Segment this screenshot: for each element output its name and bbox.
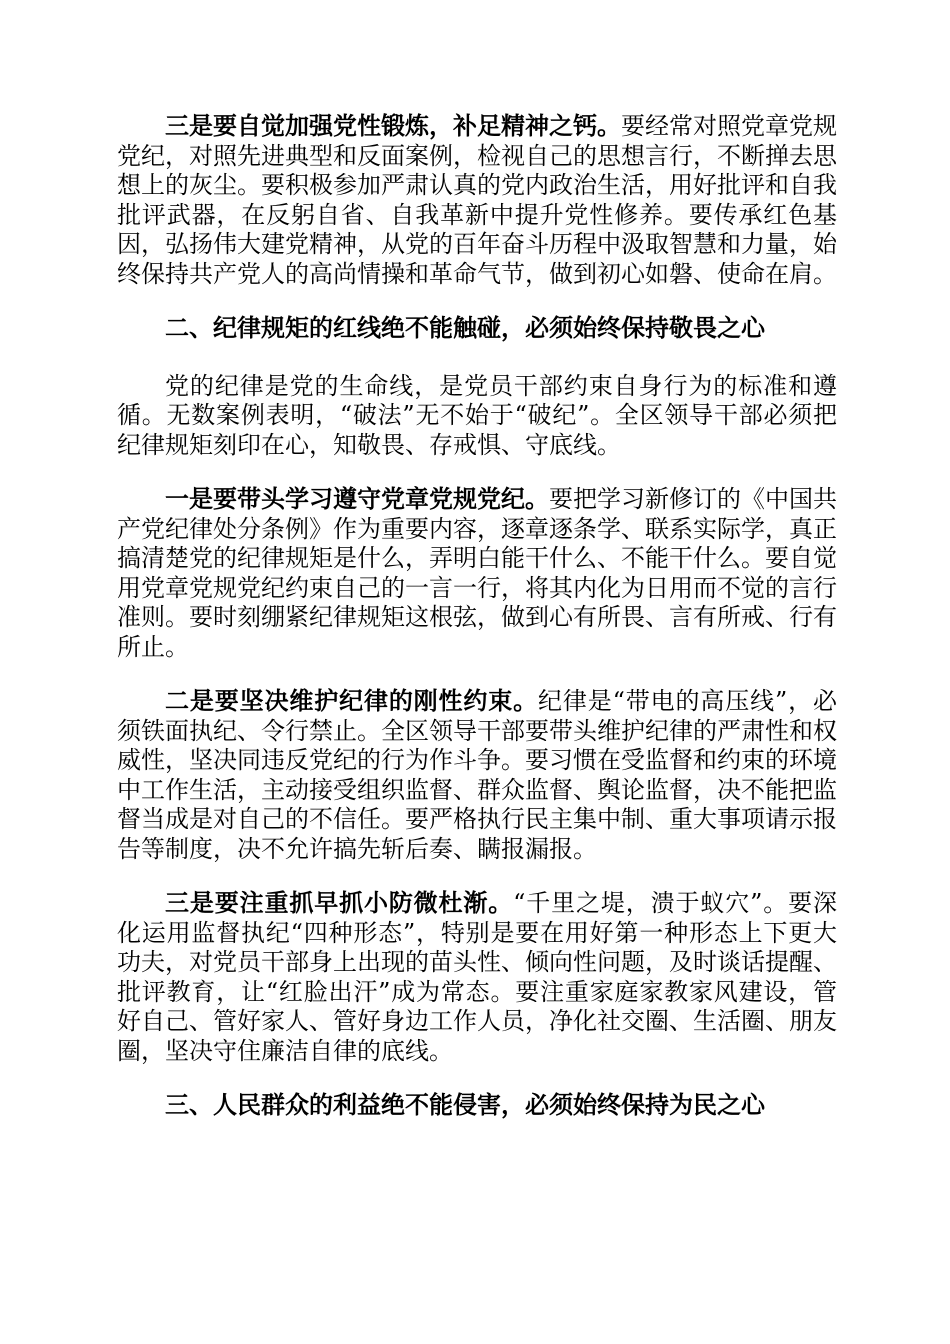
- paragraph-lead: 二是要坚决维护纪律的刚性约束。: [165, 687, 539, 715]
- paragraph-discipline-intro: [117, 372, 837, 461]
- paragraph-lead: 三是要注重抓早抓小防微杜渐。: [165, 889, 514, 917]
- section-heading-people: 三、人民群众的利益绝不能侵害，必须始终保持为民之心: [165, 1091, 765, 1119]
- paragraph-rigid-constraints: [117, 687, 837, 864]
- document-body: [117, 112, 837, 1149]
- paragraph-text: 纪律是“带电的高压线”，必须铁面执纪、令行禁止。全区领导干部要带头维护纪律的严肃性和权威性，坚决同违反党纪的行为作斗争。要习惯在受监督和约束的环境中工作生活，主动接受组织监督、群众监督、舆论监督，决不能把监督当成是对自己的不信任。要严格执行民主集中制、重大事项请示报告等制度，决不允许搞先斩后奏、瞒报漏报。: [117, 687, 837, 863]
- paragraph-lead: 三是要自觉加强党性锻炼，补足精神之钙。: [165, 112, 621, 140]
- paragraph-lead: 一是要带头学习遵守党章党规党纪。: [165, 485, 549, 513]
- paragraph-text: 党的纪律是党的生命线，是党员干部约束自身行为的标准和遵循。无数案例表明，“破法”无不始于“破纪”。全区领导干部必须把纪律规矩刻印在心，知敬畏、存戒惧、守底线。: [117, 371, 837, 459]
- paragraph-early-prevention: [117, 889, 837, 1066]
- section-heading-discipline: 二、纪律规矩的红线绝不能触碰，必须始终保持敬畏之心: [165, 314, 765, 342]
- paragraph-text: 要把学习新修订的《中国共产党纪律处分条例》作为重要内容，逐章逐条学、联系实际学，真正搞清楚党的纪律规矩是什么，弄明白能干什么、不能干什么。要自觉用党章党规党纪约束自己的一言一行，将其内化为日用而不觉的言行准则。要时刻绷紧纪律规矩这根弦，做到心有所畏、言有所戒、行有所止。: [117, 485, 837, 661]
- paragraph-study-rules: [117, 485, 837, 662]
- paragraph-text: “千里之堤，溃于蚁穴”。要深化运用监督执纪“四种形态”，特别是要在用好第一种形态上下更大功夫，对党员干部身上出现的苗头性、倾向性问题，及时谈话提醒、批评教育，让“红脸出汗”成为常态。要注重家庭家教家风建设，管好自己、管好家人、管好身边工作人员，净化社交圈、生活圈、朋友圈，坚决守住廉洁自律的底线。: [117, 889, 838, 1065]
- paragraph-self-discipline: [117, 112, 837, 289]
- paragraph-text: 要经常对照党章党规党纪，对照先进典型和反面案例，检视自己的思想言行，不断掸去思想上的灰尘。要积极参加严肃认真的党内政治生活，用好批评和自我批评武器，在反躬自省、自我革新中提升党性修养。要传承红色基因，弘扬伟大建党精神，从党的百年奋斗历程中汲取智慧和力量，始终保持共产党人的高尚情操和革命气节，做到初心如磐、使命在肩。: [117, 112, 837, 288]
